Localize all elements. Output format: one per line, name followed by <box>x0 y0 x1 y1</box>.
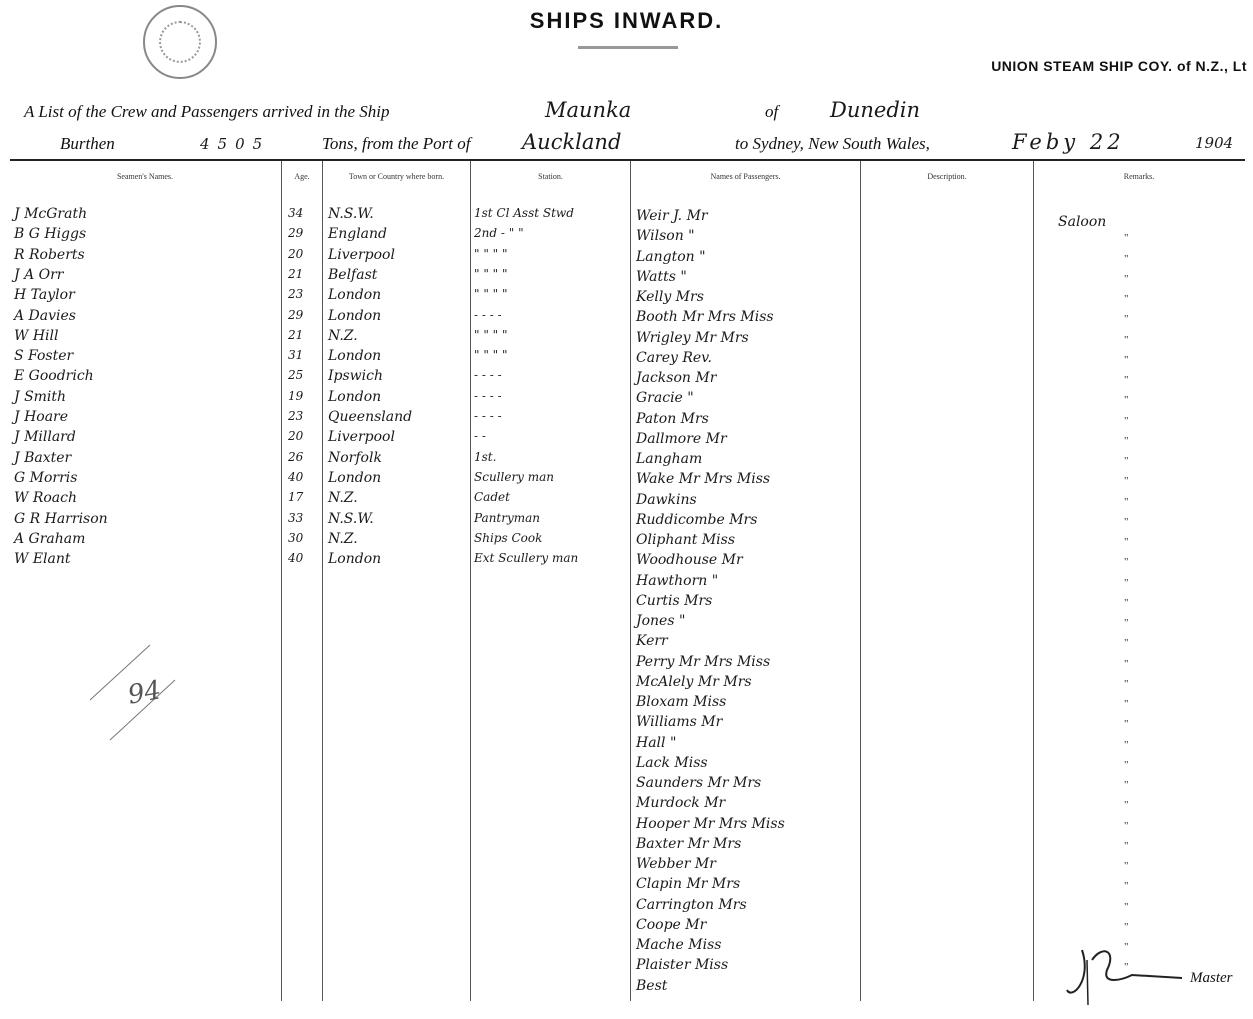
crew-age: 40 <box>288 469 304 484</box>
crew-birthplace: London <box>328 469 382 486</box>
passenger-remark: " <box>1124 272 1129 285</box>
crew-station: Pantryman <box>474 510 541 525</box>
passenger-name: Ruddicombe Mrs <box>636 511 758 528</box>
crew-birthplace: Liverpool <box>328 246 395 263</box>
crew-name: G R Harrison <box>14 510 108 527</box>
passenger-name: Murdock Mr <box>636 795 726 812</box>
crew-birthplace: N.S.W. <box>328 206 374 222</box>
crew-station: Ships Cook <box>474 530 543 545</box>
column-divider <box>860 161 861 1001</box>
passenger-name: Kerr <box>636 633 668 650</box>
passenger-name: Wilson " <box>636 228 695 245</box>
crew-name: E Goodrich <box>14 368 94 385</box>
column-header-born: Town or Country where born. <box>348 172 445 181</box>
passenger-name: Bloxam Miss <box>636 694 727 710</box>
master-label: Master <box>1190 970 1233 986</box>
passenger-remark: " <box>1124 941 1129 953</box>
passenger-name: Lack Miss <box>636 754 708 771</box>
passenger-remark: " <box>1124 536 1129 548</box>
passenger-name: Jones " <box>636 613 686 629</box>
passenger-name: Clapin Mr Mrs <box>636 876 741 893</box>
passenger-name: Baxter Mr Mrs <box>636 835 742 852</box>
crew-name: W Elant <box>14 551 71 568</box>
crew-age: 20 <box>288 246 304 261</box>
passenger-name: McAlely Mr Mrs <box>636 673 752 690</box>
column-header-passengers: Names of Passengers. <box>710 172 781 181</box>
passenger-remark: " <box>1124 900 1129 913</box>
crew-station: - - <box>474 429 486 444</box>
passenger-name: Plaister Miss <box>636 957 729 974</box>
passenger-name: Jackson Mr <box>636 370 717 386</box>
margin-note: 94 <box>125 675 164 711</box>
passenger-name: Curtis Mrs <box>636 592 713 609</box>
crew-age: 21 <box>288 327 304 342</box>
crew-name: S Foster <box>14 348 74 365</box>
crew-age: 25 <box>288 368 304 383</box>
passenger-remark: " <box>1124 799 1129 812</box>
passenger-name: Langton " <box>636 248 706 265</box>
crew-name: A Davies <box>14 307 76 324</box>
column-header-station: Station. <box>538 172 563 181</box>
passenger-remark: " <box>1124 576 1129 589</box>
column-divider <box>1033 161 1034 1001</box>
arrival-year: 1904 <box>1195 134 1234 152</box>
crew-name: J McGrath <box>14 206 88 222</box>
crew-birthplace: London <box>328 388 382 405</box>
crew-name: J Smith <box>14 388 67 405</box>
passenger-remark: " <box>1124 333 1129 346</box>
passenger-remark: " <box>1124 657 1129 670</box>
passenger-name: Gracie " <box>636 390 694 407</box>
passenger-remark: Saloon <box>1058 214 1107 230</box>
crew-age: 29 <box>288 307 304 322</box>
crew-birthplace: England <box>328 226 388 243</box>
passenger-name: Wake Mr Mrs Miss <box>636 471 771 488</box>
crew-age: 19 <box>288 388 304 403</box>
crew-age: 17 <box>288 490 304 505</box>
crew-age: 31 <box>288 348 304 363</box>
destination-label: to Sydney, New South Wales, <box>735 134 930 153</box>
passenger-remark: " <box>1124 455 1129 467</box>
passenger-remark: " <box>1124 313 1129 326</box>
passenger-name: Saunders Mr Mrs <box>636 775 762 791</box>
crew-name: B G Higgs <box>14 226 87 243</box>
passenger-remark: " <box>1124 779 1129 791</box>
tons-label: Tons, from the Port of <box>322 134 471 153</box>
passenger-name: Perry Mr Mrs Miss <box>636 653 771 670</box>
passenger-remark: " <box>1124 353 1129 366</box>
column-header-remarks: Remarks. <box>1123 172 1155 181</box>
crew-birthplace: Norfolk <box>328 449 382 466</box>
passenger-remark: " <box>1124 698 1129 710</box>
passenger-remark: " <box>1124 637 1129 650</box>
crew-name: W Roach <box>14 490 78 507</box>
crew-age: 29 <box>288 226 304 241</box>
crew-station: - - - - <box>474 409 502 423</box>
column-header-age: Age. <box>294 172 310 181</box>
passenger-name: Hawthorn " <box>636 572 719 589</box>
passenger-name: Hooper Mr Mrs Miss <box>636 815 785 832</box>
crew-birthplace: London <box>328 287 382 304</box>
crew-name: J Hoare <box>14 409 69 425</box>
port-of-registry: Dunedin <box>830 98 920 122</box>
header-divider <box>10 159 1245 161</box>
crew-birthplace: Belfast <box>328 266 378 283</box>
list-heading: A List of the Crew and Passengers arrived in the Ship <box>24 102 390 121</box>
passenger-remark: " <box>1124 232 1129 245</box>
passenger-name: Woodhouse Mr <box>636 552 743 569</box>
passenger-remark: " <box>1124 819 1129 832</box>
crew-birthplace: London <box>328 307 382 324</box>
passenger-remark: " <box>1124 738 1129 751</box>
crew-birthplace: N.Z. <box>328 490 358 507</box>
crew-name: A Graham <box>14 530 86 547</box>
column-divider <box>281 161 282 1001</box>
column-divider <box>630 161 631 1001</box>
crew-age: 33 <box>288 510 304 525</box>
crew-name: J A Orr <box>14 266 64 283</box>
passenger-name: Dawkins <box>636 491 697 508</box>
company-name: UNION STEAM SHIP COY. of N.Z., Lt <box>991 58 1247 74</box>
passenger-name: Dallmore Mr <box>636 430 727 447</box>
passenger-remark: " <box>1124 414 1129 427</box>
passenger-name: Hall " <box>636 734 677 751</box>
crew-birthplace: N.Z. <box>328 327 358 344</box>
crew-station: 2nd - " " <box>474 226 524 241</box>
crew-name: J Baxter <box>14 449 72 466</box>
master-signature <box>1062 940 1192 1010</box>
passenger-name: Langham <box>636 451 703 467</box>
crew-station: Scullery man <box>474 469 555 484</box>
crew-birthplace: N.Z. <box>328 530 358 547</box>
column-divider <box>470 161 471 1001</box>
passenger-name: Watts " <box>636 268 687 285</box>
passenger-remark: " <box>1124 839 1129 852</box>
passenger-name: Wrigley Mr Mrs <box>636 329 749 346</box>
crew-station: 1st Cl Asst Stwd <box>474 206 574 220</box>
crew-station: - - - - <box>474 368 502 383</box>
crew-station: " " " " <box>474 246 508 261</box>
from-port: Auckland <box>522 130 622 154</box>
arrival-date: Feby 22 <box>1012 130 1125 154</box>
column-header-seamen: Seamen's Names. <box>116 172 174 181</box>
passenger-remark: " <box>1124 252 1129 265</box>
crew-name: W Hill <box>14 327 59 344</box>
crew-station: " " " " <box>474 266 508 281</box>
passenger-remark: " <box>1124 596 1129 609</box>
crew-station: " " " " <box>474 348 508 363</box>
crew-age: 30 <box>288 530 304 545</box>
page-title: SHIPS INWARD. <box>529 8 724 33</box>
passenger-remark: " <box>1124 718 1129 731</box>
passenger-remark: " <box>1124 475 1129 488</box>
passenger-remark: " <box>1124 860 1129 872</box>
crew-birthplace: Queensland <box>328 409 413 425</box>
crew-station: " " " " <box>474 327 508 342</box>
passenger-name: Booth Mr Mrs Miss <box>636 309 774 326</box>
passenger-remark: " <box>1124 434 1129 447</box>
crew-station: - - - - <box>474 307 502 322</box>
passenger-remark: " <box>1124 758 1129 771</box>
crew-name: H Taylor <box>14 287 75 304</box>
passenger-name: Kelly Mrs <box>636 289 704 305</box>
crew-station: Cadet <box>474 490 510 505</box>
crew-birthplace: London <box>328 551 382 568</box>
crew-age: 26 <box>288 449 304 464</box>
passenger-name: Coope Mr <box>636 916 707 933</box>
passenger-remark: " <box>1124 495 1129 508</box>
crew-station: - - - - <box>474 388 502 403</box>
crew-station: " " " " <box>474 287 508 302</box>
crew-name: G Morris <box>14 469 78 486</box>
crew-birthplace: Liverpool <box>328 429 395 446</box>
passenger-remark: " <box>1124 394 1129 407</box>
passenger-remark: " <box>1124 677 1129 690</box>
column-divider <box>322 161 323 1001</box>
passenger-name: Best <box>636 977 668 994</box>
passenger-remark: " <box>1124 880 1129 893</box>
crew-name: R Roberts <box>14 246 85 263</box>
ship-name: Maunka <box>545 98 632 122</box>
passenger-remark: " <box>1124 515 1129 528</box>
burthen-label: Burthen <box>60 134 115 153</box>
crew-age: 34 <box>288 206 304 220</box>
burthen-value: 4505 <box>200 135 271 153</box>
passenger-name: Carrington Mrs <box>636 896 747 913</box>
crew-age: 23 <box>288 287 304 302</box>
passenger-remark: " <box>1124 556 1129 569</box>
passenger-name: Williams Mr <box>636 714 723 731</box>
passenger-name: Oliphant Miss <box>636 532 736 548</box>
crew-age: 23 <box>288 409 304 423</box>
passenger-name: Weir J. Mr <box>636 208 708 224</box>
passenger-name: Webber Mr <box>636 856 716 872</box>
crew-name: J Millard <box>14 429 76 446</box>
title-underline <box>578 46 678 49</box>
passenger-name: Paton Mrs <box>636 410 709 427</box>
crew-age: 40 <box>288 551 304 566</box>
crew-birthplace: Ipswich <box>328 368 383 385</box>
passenger-remark: " <box>1124 961 1129 974</box>
passenger-remark: " <box>1124 374 1129 386</box>
column-header-description: Description. <box>927 172 967 181</box>
crew-birthplace: N.S.W. <box>328 510 374 527</box>
passenger-name: Carey Rev. <box>636 349 712 366</box>
crew-age: 21 <box>288 266 304 281</box>
crew-birthplace: London <box>328 348 382 365</box>
passenger-remark: " <box>1124 920 1129 933</box>
crew-age: 20 <box>288 429 304 444</box>
crew-station: Ext Scullery man <box>474 551 579 566</box>
crew-station: 1st. <box>474 449 497 464</box>
passenger-remark: " <box>1124 293 1129 305</box>
passenger-name: Mache Miss <box>636 937 722 953</box>
passenger-remark: " <box>1124 617 1129 629</box>
of-label: of <box>765 102 779 121</box>
